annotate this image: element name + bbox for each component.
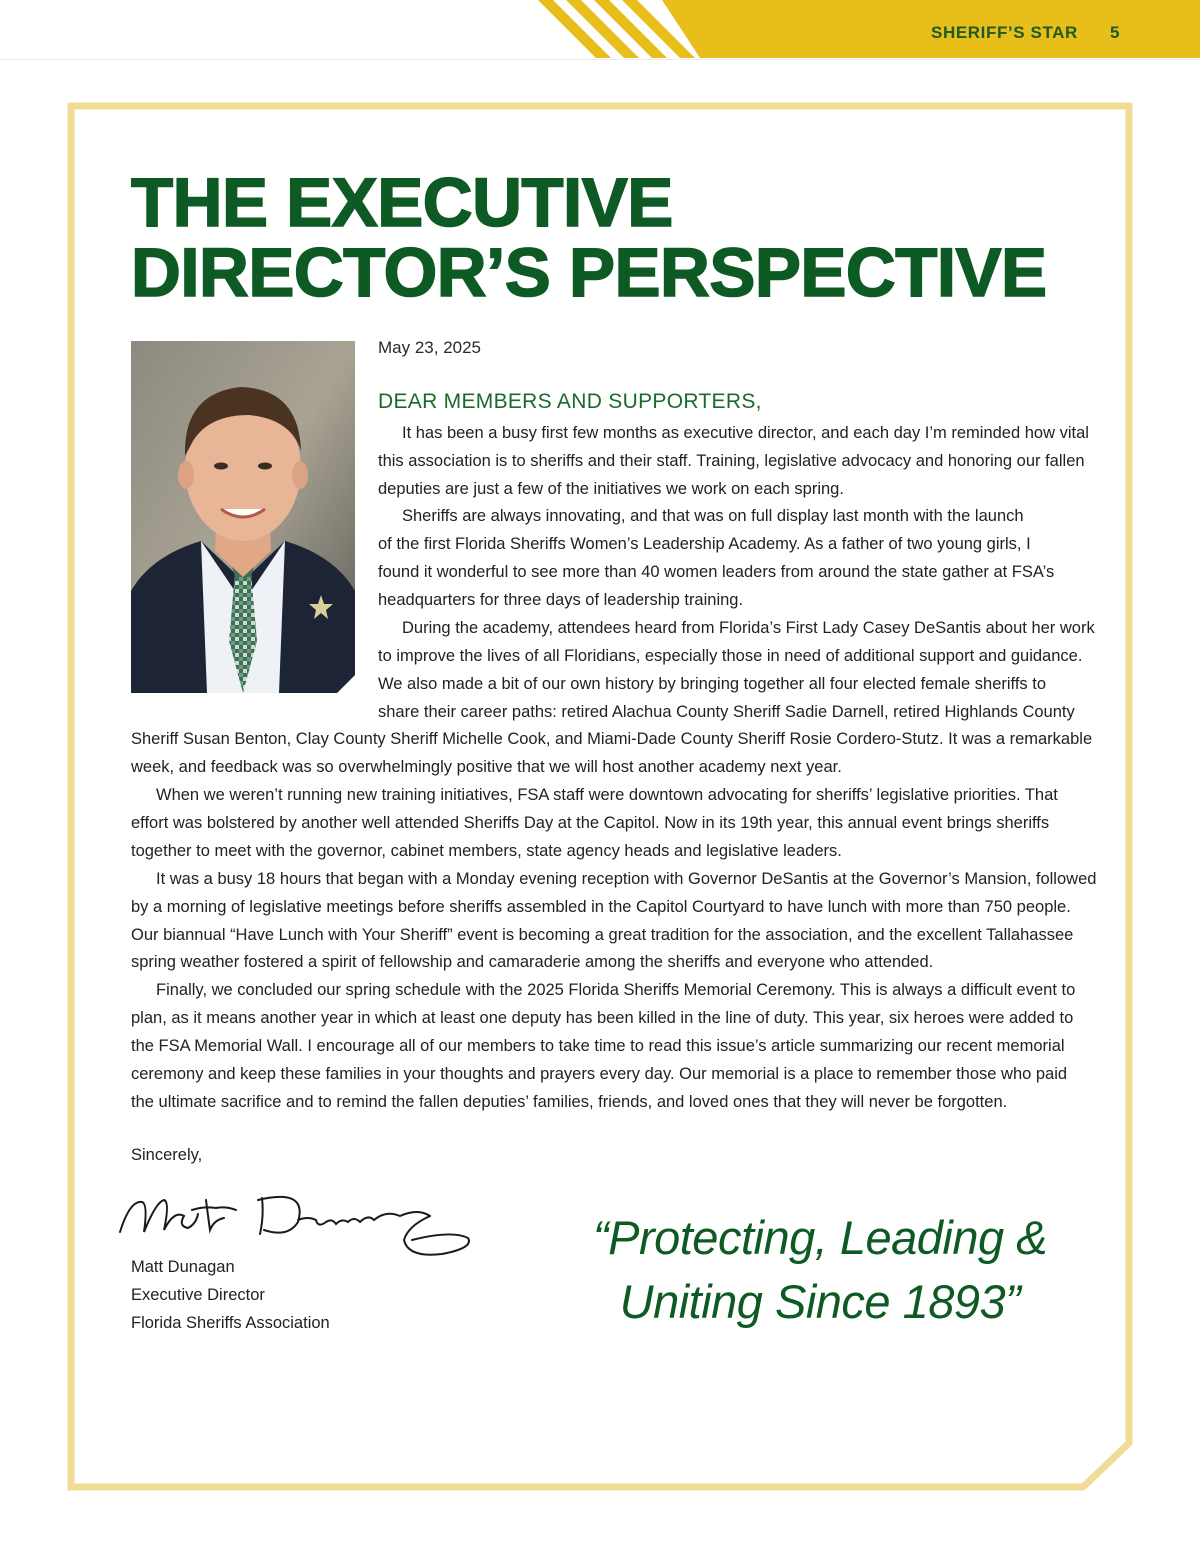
body-line: to improve the lives of all Floridians, especially those in need of additional support and guidance. — [378, 647, 1083, 665]
header-divider — [0, 59, 1200, 60]
body-line: Finally, we concluded our spring schedule with the 2025 Florida Sheriffs Memorial Ceremony. This is always a difficult event to — [156, 981, 1076, 999]
body-line: When we weren’t running new training initiatives, FSA staff were downtown advocating for sheriffs’ legislative priorities. That — [156, 786, 1058, 804]
letter-date: May 23, 2025 — [378, 338, 482, 357]
body-line: It has been a busy first few months as executive director, and each day I’m reminded how vital — [402, 424, 1089, 442]
body-line: effort was bolstered by another well attended Sheriffs Day at the Capitol. Now in its 19th year, this annual event brings sheriffs — [131, 814, 1050, 832]
signer-organization: Florida Sheriffs Association — [131, 1314, 330, 1332]
signer-name: Matt Dunagan — [131, 1258, 235, 1276]
body-line: Sheriffs are always innovating, and that was on full display last month with the launch — [402, 507, 1024, 525]
body-line: share their career paths: retired Alachua County Sheriff Sadie Darnell, retired Highlands County — [378, 703, 1075, 721]
title-line-1: THE EXECUTIVE — [131, 164, 673, 241]
title-line-2: DIRECTOR’S PERSPECTIVE — [131, 234, 1047, 311]
body-line: deputies are just a few of the initiatives we work on each spring. — [378, 480, 844, 498]
body-line: headquarters for three days of leadership training. — [378, 591, 744, 609]
page-title — [131, 164, 1111, 311]
page-number: 5 — [1109, 23, 1120, 42]
publication-name: SHERIFF’S STAR — [931, 23, 1078, 42]
body-line: plan, as it means another year in which at least one deputy has been killed in the line of duty. This year, six heroes were added to — [131, 1009, 1074, 1027]
motto-line-1: “Protecting, Leading & — [592, 1211, 1048, 1264]
running-header — [931, 20, 1120, 46]
body-line: found it wonderful to see more than 40 women leaders from around the state gather at FSA’s — [378, 563, 1055, 581]
body-line: the ultimate sacrifice and to remind the fallen deputies’ families, friends, and loved ones that they will never be forgotten. — [131, 1093, 1008, 1111]
portrait-photo — [131, 341, 355, 693]
motto-line-2: Uniting Since 1893” — [619, 1275, 1021, 1328]
body-line: week, and feedback was so overwhelmingly positive that we will host another academy next year. — [131, 758, 842, 776]
body-line: together to meet with the governor, cabinet members, state agency heads and legislative leaders. — [131, 842, 842, 860]
motto-quote — [560, 1206, 1080, 1334]
body-line: Our biannual “Have Lunch with Your Sheriff” event is becoming a great tradition for the association, and the excellent Tallahassee — [131, 926, 1074, 944]
body-line: spring weather fostered a spirit of fellowship and camaraderie among the sheriffs and everyone who attended. — [131, 953, 934, 971]
body-line: of the first Florida Sheriffs Women’s Leadership Academy. As a father of two young girls, I — [378, 535, 1031, 553]
body-line: ceremony and keep these families in your thoughts and prayers every day. Our memorial is a place to remember those who paid — [131, 1065, 1068, 1083]
body-line: During the academy, attendees heard from Florida’s First Lady Casey DeSantis about her work — [402, 619, 1095, 637]
letter-signoff: Sincerely, — [131, 1146, 203, 1164]
body-line: by a morning of legislative meetings before sheriffs assembled in the Capitol Courtyard to have lunch with more than 750 people. — [131, 898, 1071, 916]
signature-image — [112, 1180, 482, 1270]
body-line: Sheriff Susan Benton, Clay County Sheriff Michelle Cook, and Miami-Dade County Sheriff Rosie Cordero-Stutz. It was a remarkable — [131, 730, 1093, 748]
body-line: We also made a bit of our own history by bringing together all four elected female sheriffs to — [378, 675, 1047, 693]
signer-title: Executive Director — [131, 1286, 265, 1304]
body-line: It was a busy 18 hours that began with a Monday evening reception with Governor DeSantis at the Governor’s Mansion, followed — [156, 870, 1097, 888]
letter-salutation: DEAR MEMBERS AND SUPPORTERS, — [378, 390, 762, 413]
body-line: this association is to sheriffs and their staff. Training, legislative advocacy and honoring our fallen — [378, 452, 1085, 470]
body-line: the FSA Memorial Wall. I encourage all of our members to take time to read this issue’s article summarizing our recent memorial — [131, 1037, 1065, 1055]
